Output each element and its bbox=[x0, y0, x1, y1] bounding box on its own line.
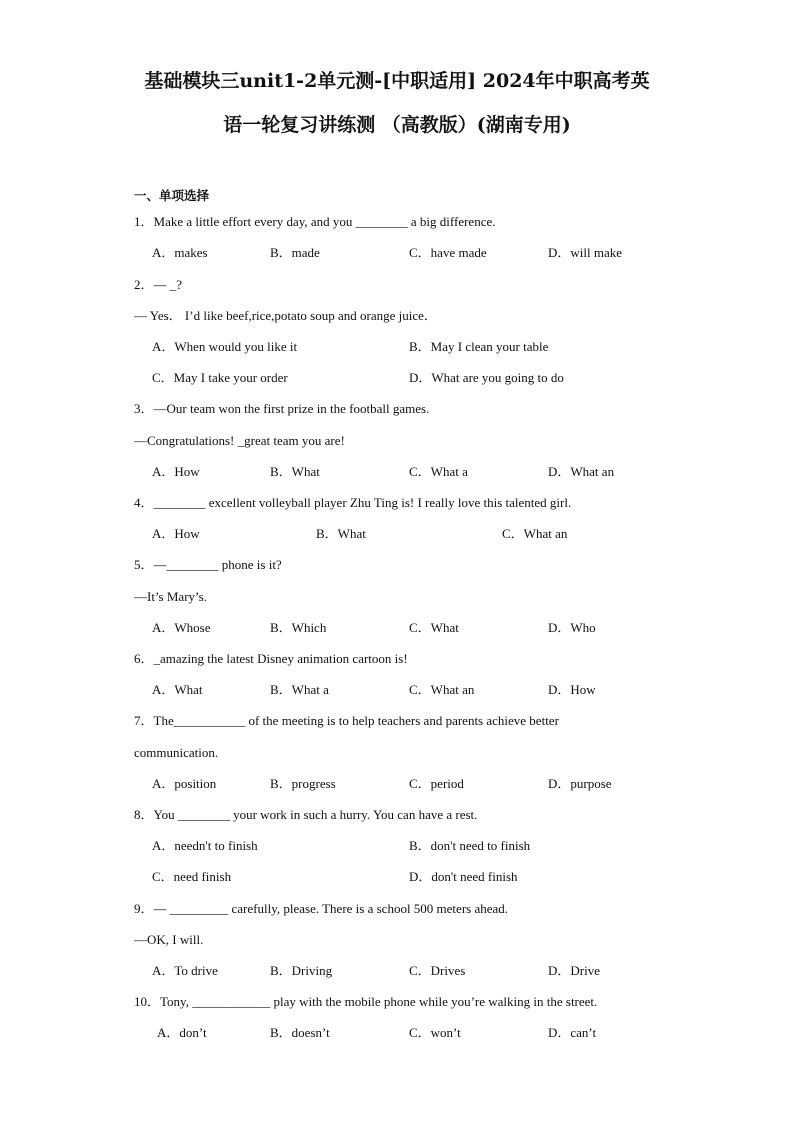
option-text: What bbox=[337, 526, 366, 541]
question-5-line-2: —It’s Mary’s. bbox=[134, 589, 207, 604]
option-text: won’t bbox=[430, 1025, 461, 1040]
question-text: —Our team won the first prize in the football games. bbox=[153, 401, 430, 416]
q3-option-d bbox=[548, 464, 614, 480]
option-text: Drives bbox=[430, 963, 466, 978]
q2-option-c bbox=[152, 370, 288, 386]
option-text: Drive bbox=[570, 963, 600, 978]
option-text: don't need to finish bbox=[430, 838, 531, 853]
q6-option-a bbox=[152, 682, 203, 698]
option-letter: B． bbox=[316, 526, 338, 541]
option-text: can’t bbox=[570, 1025, 597, 1040]
q4-option-b bbox=[316, 526, 366, 542]
question-5 bbox=[134, 557, 282, 573]
option-letter: D． bbox=[548, 464, 571, 479]
option-letter: B． bbox=[270, 620, 292, 635]
q9-option-c bbox=[409, 963, 465, 979]
option-letter: D． bbox=[548, 963, 571, 978]
q5-option-c bbox=[409, 620, 459, 636]
q7-option-b bbox=[270, 776, 336, 792]
option-letter: B． bbox=[409, 838, 431, 853]
option-text: have made bbox=[430, 245, 487, 260]
option-letter: A． bbox=[152, 464, 175, 479]
question-number: 7． bbox=[134, 713, 154, 728]
option-letter: C． bbox=[409, 464, 431, 479]
q7-option-c bbox=[409, 776, 464, 792]
q6-option-c bbox=[409, 682, 474, 698]
option-text: How bbox=[174, 526, 200, 541]
option-letter: C． bbox=[409, 1025, 431, 1040]
q2-option-a bbox=[152, 339, 297, 355]
q4-option-a bbox=[152, 526, 200, 542]
q9-option-d bbox=[548, 963, 600, 979]
option-text: What bbox=[430, 620, 459, 635]
question-4 bbox=[134, 495, 571, 511]
q1-option-a bbox=[152, 245, 208, 261]
option-text: What a bbox=[430, 464, 468, 479]
question-number: 5． bbox=[134, 557, 154, 572]
section-heading: 一、单项选择 bbox=[134, 188, 210, 203]
question-text: —________ phone is it? bbox=[153, 557, 282, 572]
q10-option-b bbox=[270, 1025, 330, 1041]
q8-option-b bbox=[409, 838, 530, 854]
question-8 bbox=[134, 807, 477, 823]
q10-option-a bbox=[157, 1025, 207, 1041]
question-2 bbox=[134, 277, 182, 293]
q3-option-a bbox=[152, 464, 200, 480]
question-text: _amazing the latest Disney animation cartoon is! bbox=[153, 651, 408, 666]
option-text: period bbox=[430, 776, 464, 791]
question-9 bbox=[134, 901, 508, 917]
document-title-line-1: 基础模块三unit1-2单元测-[中职适用] 2024年中职高考英 bbox=[144, 70, 650, 92]
option-text: purpose bbox=[570, 776, 612, 791]
q7-option-d bbox=[548, 776, 612, 792]
question-text: Make a little effort every day, and you ________ a big difference. bbox=[153, 214, 496, 229]
q1-option-d bbox=[548, 245, 622, 261]
option-text: May I take your order bbox=[173, 370, 288, 385]
option-text: How bbox=[570, 682, 596, 697]
q1-option-c bbox=[409, 245, 487, 261]
question-number: 2． bbox=[134, 277, 154, 292]
q6-option-b bbox=[270, 682, 329, 698]
q3-option-b bbox=[270, 464, 320, 480]
option-text: don’t bbox=[179, 1025, 207, 1040]
option-text: What an bbox=[570, 464, 615, 479]
option-letter: C． bbox=[409, 682, 431, 697]
option-letter: C． bbox=[409, 620, 431, 635]
question-9-line-2: —OK, I will. bbox=[134, 932, 204, 947]
option-letter: A． bbox=[152, 963, 175, 978]
q10-option-c bbox=[409, 1025, 461, 1041]
question-text: Tony, ____________ play with the mobile phone while you’re walking in the street. bbox=[160, 994, 598, 1009]
option-text: May I clean your table bbox=[430, 339, 549, 354]
option-letter: B． bbox=[270, 1025, 292, 1040]
option-text: need finish bbox=[173, 869, 232, 884]
option-letter: A． bbox=[152, 682, 175, 697]
q8-option-a bbox=[152, 838, 258, 854]
option-letter: A． bbox=[152, 339, 175, 354]
option-letter: D． bbox=[548, 620, 571, 635]
question-2-line-2: — Yes． I’d like beef,rice,potato soup and orange juice． bbox=[134, 308, 437, 323]
question-number: 8． bbox=[134, 807, 154, 822]
q5-option-a bbox=[152, 620, 211, 636]
question-text: You ________ your work in such a hurry. You can have a rest. bbox=[153, 807, 478, 822]
option-letter: A． bbox=[152, 838, 175, 853]
option-letter: D． bbox=[548, 776, 571, 791]
option-text: needn't to finish bbox=[174, 838, 258, 853]
question-1 bbox=[134, 214, 496, 230]
q2-option-b bbox=[409, 339, 548, 355]
document-title-line-2: 语一轮复习讲练测 （高教版）(湖南专用) bbox=[223, 114, 571, 136]
option-text: don't need finish bbox=[431, 869, 518, 884]
option-letter: D． bbox=[548, 1025, 571, 1040]
option-text: What a bbox=[291, 682, 329, 697]
question-text: ________ excellent volleyball player Zhu Ting is! I really love this talented girl. bbox=[153, 495, 572, 510]
option-letter: C． bbox=[502, 526, 524, 541]
option-text: will make bbox=[570, 245, 623, 260]
q6-option-d bbox=[548, 682, 596, 698]
option-text: Whose bbox=[174, 620, 211, 635]
option-letter: C． bbox=[152, 370, 174, 385]
option-text: Which bbox=[291, 620, 327, 635]
question-number: 3． bbox=[134, 401, 154, 416]
question-number: 1． bbox=[134, 214, 154, 229]
q7-option-a bbox=[152, 776, 216, 792]
option-letter: A． bbox=[152, 526, 175, 541]
option-letter: A． bbox=[157, 1025, 180, 1040]
option-letter: D． bbox=[409, 370, 432, 385]
question-number: 10． bbox=[134, 994, 161, 1009]
q2-option-d bbox=[409, 370, 564, 386]
option-text: What an bbox=[523, 526, 568, 541]
option-text: Who bbox=[570, 620, 596, 635]
option-text: makes bbox=[174, 245, 208, 260]
option-letter: A． bbox=[152, 620, 175, 635]
q5-option-d bbox=[548, 620, 596, 636]
option-letter: B． bbox=[270, 464, 292, 479]
question-number: 9． bbox=[134, 901, 154, 916]
q9-option-a bbox=[152, 963, 218, 979]
q5-option-b bbox=[270, 620, 326, 636]
option-text: What are you going to do bbox=[431, 370, 564, 385]
option-letter: A． bbox=[152, 776, 175, 791]
question-text: — _________ carefully, please. There is a school 500 meters ahead. bbox=[153, 901, 509, 916]
question-7-line-2: communication. bbox=[134, 745, 219, 760]
option-letter: B． bbox=[409, 339, 431, 354]
question-3-line-2: —Congratulations! _great team you are! bbox=[134, 433, 345, 448]
option-text: position bbox=[174, 776, 217, 791]
option-letter: A． bbox=[152, 245, 175, 260]
q8-option-d bbox=[409, 869, 518, 885]
option-text: How bbox=[174, 464, 200, 479]
question-number: 6． bbox=[134, 651, 154, 666]
question-text: The___________ of the meeting is to help teachers and parents achieve better bbox=[153, 713, 559, 728]
option-letter: C． bbox=[409, 776, 431, 791]
option-text: When would you like it bbox=[174, 339, 298, 354]
option-letter: C． bbox=[409, 963, 431, 978]
option-letter: B． bbox=[270, 776, 292, 791]
question-text: — _? bbox=[153, 277, 183, 292]
option-letter: B． bbox=[270, 245, 292, 260]
option-text: To drive bbox=[174, 963, 218, 978]
option-text: progress bbox=[291, 776, 336, 791]
q10-option-d bbox=[548, 1025, 596, 1041]
question-3 bbox=[134, 401, 429, 417]
option-text: Driving bbox=[291, 963, 333, 978]
option-letter: B． bbox=[270, 963, 292, 978]
question-10 bbox=[134, 994, 597, 1010]
option-letter: D． bbox=[548, 245, 571, 260]
q8-option-c bbox=[152, 869, 231, 885]
option-text: doesn’t bbox=[291, 1025, 330, 1040]
question-7 bbox=[134, 713, 559, 729]
option-letter: C． bbox=[152, 869, 174, 884]
option-letter: B． bbox=[270, 682, 292, 697]
option-letter: C． bbox=[409, 245, 431, 260]
q9-option-b bbox=[270, 963, 332, 979]
option-text: made bbox=[291, 245, 320, 260]
option-text: What bbox=[291, 464, 320, 479]
q4-option-c bbox=[502, 526, 567, 542]
option-letter: D． bbox=[548, 682, 571, 697]
question-6 bbox=[134, 651, 408, 667]
option-letter: D． bbox=[409, 869, 432, 884]
option-text: What bbox=[174, 682, 203, 697]
q1-option-b bbox=[270, 245, 320, 261]
q3-option-c bbox=[409, 464, 468, 480]
option-text: What an bbox=[430, 682, 475, 697]
question-number: 4． bbox=[134, 495, 154, 510]
